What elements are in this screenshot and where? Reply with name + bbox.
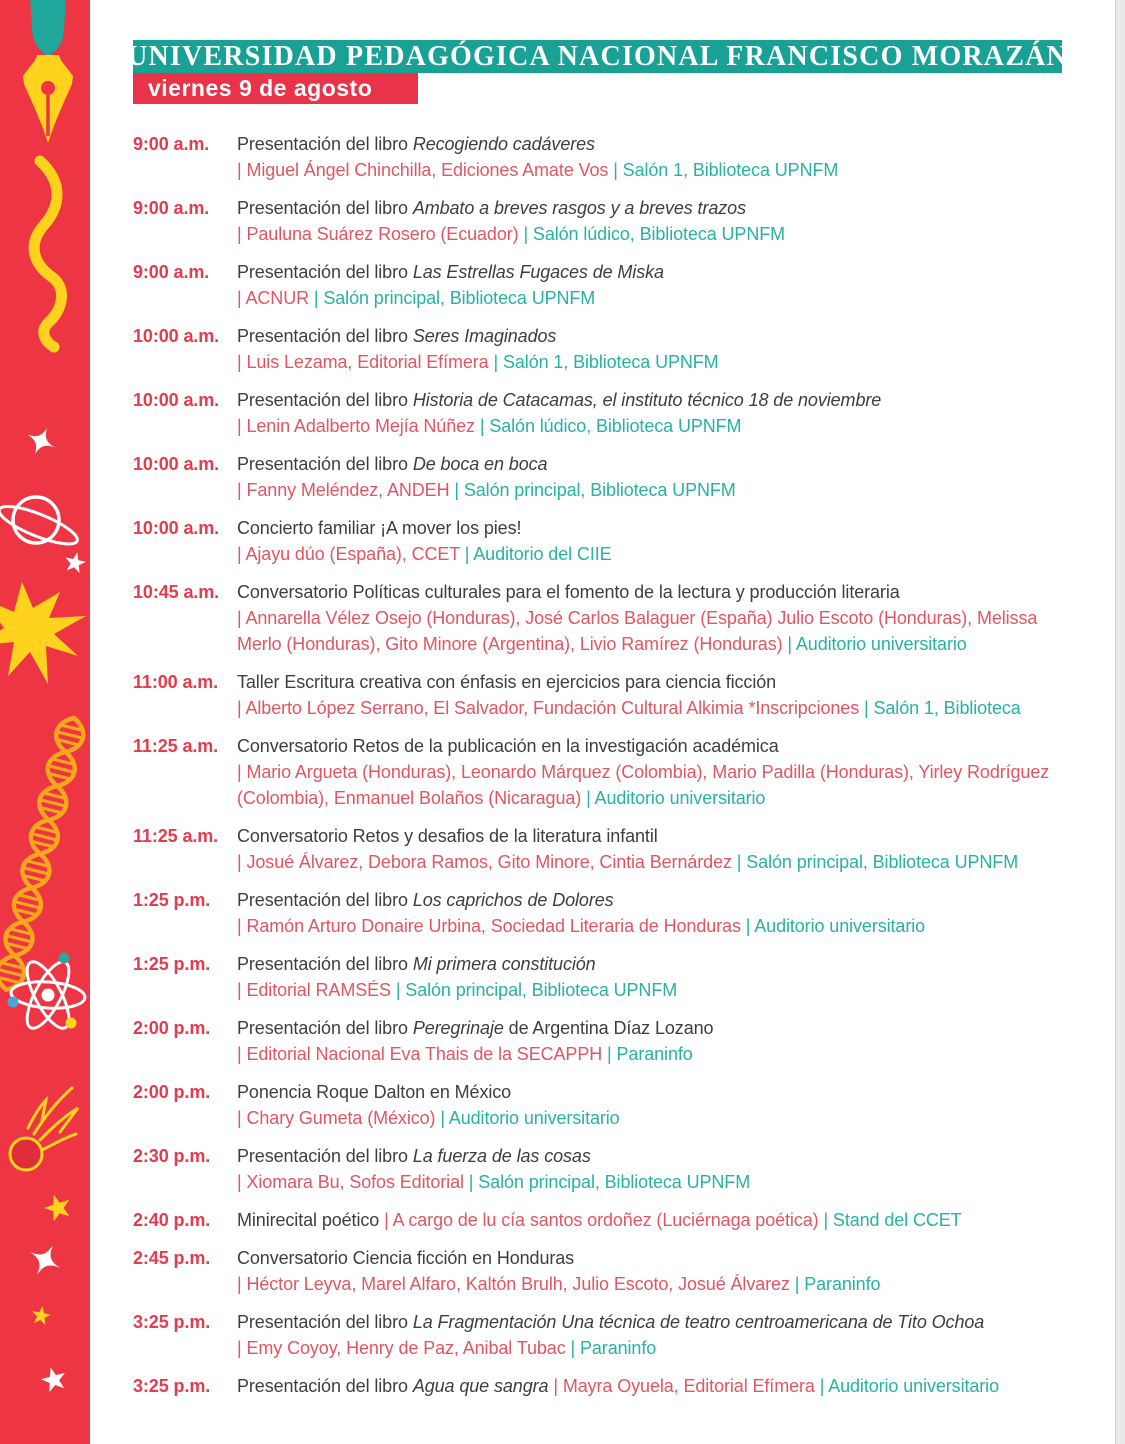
event-time: 1:25 p.m. — [133, 954, 211, 974]
event-line — [237, 541, 1090, 567]
event-presenters: | Alberto López Serrano, El Salvador, Fundación Cultural Alkimia *Inscripciones — [237, 698, 865, 718]
event-presenters: | Mayra Oyuela, Editorial Efímera — [553, 1376, 820, 1396]
event-time: 10:00 a.m. — [133, 390, 220, 410]
event-title: Historia de Catacamas, el instituto técnico 18 de noviembre — [412, 390, 882, 410]
sparkle-star-icon — [18, 418, 64, 464]
event-location: | Salón 1, Biblioteca UPNFM — [493, 352, 719, 372]
event-time: 11:25 a.m. — [133, 826, 219, 846]
event-row — [133, 951, 1090, 1003]
event-presenters: | Emy Coyoy, Henry de Paz, Anibal Tubac — [237, 1338, 571, 1358]
event-row — [133, 131, 1090, 183]
event-line — [237, 1105, 1090, 1131]
event-presenters: | Xiomara Bu, Sofos Editorial — [237, 1172, 469, 1192]
event-line — [237, 1373, 1090, 1399]
fountain-pen-icon — [0, 0, 90, 150]
decorative-sidebar — [0, 0, 90, 1444]
event-details — [237, 733, 1090, 811]
event-row — [133, 1079, 1090, 1131]
event-title: Conversatorio Retos de la publicación en la investigación académica — [237, 736, 779, 756]
starburst-icon — [0, 580, 90, 690]
event-title: Taller Escritura creativa con énfasis en ejercicios para ciencia ficción — [237, 672, 777, 692]
event-location: | Auditorio del CIIE — [464, 544, 612, 564]
comet-icon — [0, 1080, 90, 1190]
event-line — [237, 1309, 1090, 1335]
event-line — [237, 349, 1090, 375]
event-presenters: | Ajayu dúo (España), CCET — [237, 544, 465, 564]
event-line — [237, 387, 1090, 413]
event-location: | Salón principal, Biblioteca UPNFM — [313, 288, 596, 308]
event-time: 2:40 p.m. — [133, 1210, 211, 1230]
event-time: 10:00 a.m. — [133, 518, 220, 538]
event-location: | Salón principal, Biblioteca UPNFM — [395, 980, 678, 1000]
event-details — [237, 1207, 1090, 1233]
event-details — [237, 451, 1090, 503]
event-details — [237, 323, 1090, 375]
event-details — [237, 1143, 1090, 1195]
event-title: Mi primera constitución — [412, 954, 596, 974]
event-line — [237, 669, 1090, 695]
event-presenters: | Miguel Ángel Chinchilla, Ediciones Amate Vos — [237, 160, 614, 180]
event-location: | Salón 1, Biblioteca UPNFM — [613, 160, 839, 180]
event-details — [237, 1245, 1090, 1297]
event-presenters: | Editorial RAMSÉS — [237, 980, 396, 1000]
event-time: 10:45 a.m. — [133, 582, 220, 602]
event-details — [237, 951, 1090, 1003]
event-time: 2:00 p.m. — [133, 1082, 211, 1102]
white-sparkle-icon — [18, 1233, 72, 1287]
event-time: 2:00 p.m. — [133, 1018, 211, 1038]
event-details — [237, 259, 1090, 311]
event-time: 3:25 p.m. — [133, 1312, 211, 1332]
event-title: La fuerza de las cosas — [412, 1146, 591, 1166]
event-details — [237, 1373, 1090, 1399]
university-title-banner — [127, 40, 1068, 73]
event-details — [237, 669, 1090, 721]
event-presenters: | Lenin Adalberto Mejía Núñez — [237, 416, 480, 436]
event-line — [237, 157, 1090, 183]
event-line — [237, 195, 1090, 221]
event-location: | Salón lúdico, Biblioteca UPNFM — [479, 416, 742, 436]
event-line — [237, 1335, 1090, 1361]
date-label: viernes 9 de agosto — [148, 75, 373, 101]
event-row — [133, 1143, 1090, 1195]
event-row — [133, 1309, 1090, 1361]
event-details — [237, 1079, 1090, 1131]
event-line — [237, 413, 1090, 439]
atom-icon — [0, 940, 90, 1050]
event-presenters: | Fanny Meléndez, ANDEH — [237, 480, 455, 500]
event-location: | Auditorio universitario — [440, 1108, 620, 1128]
page-edge — [1115, 0, 1125, 1444]
small-yellow-star-icon — [28, 1303, 54, 1329]
event-line — [237, 1041, 1090, 1067]
event-line — [237, 259, 1090, 285]
event-line — [237, 1207, 1090, 1233]
event-title: Presentación del libro — [237, 1146, 413, 1166]
event-time: 9:00 a.m. — [133, 198, 210, 218]
event-location: | Auditorio universitario — [787, 634, 967, 654]
event-row — [133, 669, 1090, 721]
event-line — [237, 977, 1090, 1003]
event-title: Las Estrellas Fugaces de Miska — [412, 262, 664, 282]
event-line — [237, 695, 1090, 721]
event-title: Peregrinaje — [412, 1018, 504, 1038]
event-title: Presentación del libro — [237, 134, 413, 154]
event-title: De boca en boca — [412, 454, 548, 474]
event-presenters: (Colombia), Enmanuel Bolaños (Nicaragua) — [237, 788, 587, 808]
event-title: Conversatorio Políticas culturales para el fomento de la lectura y producción literaria — [237, 582, 900, 602]
event-title: Presentación del libro — [237, 198, 413, 218]
event-presenters: Merlo (Honduras), Gito Minore (Argentina), Livio Ramírez (Honduras) — [237, 634, 788, 654]
event-row — [133, 451, 1090, 503]
event-line — [237, 951, 1090, 977]
event-line — [237, 785, 1090, 811]
event-location: | Salón principal, Biblioteca UPNFM — [736, 852, 1019, 872]
event-presenters: | Luis Lezama, Editorial Efímera — [237, 352, 494, 372]
event-title: de Argentina Díaz Lozano — [503, 1018, 714, 1038]
event-presenters: | Editorial Nacional Eva Thais de la SECAPPH — [237, 1044, 608, 1064]
event-details — [237, 823, 1090, 875]
event-line — [237, 913, 1090, 939]
event-location: | Salón principal, Biblioteca UPNFM — [454, 480, 736, 500]
event-time: 9:00 a.m. — [133, 134, 210, 154]
event-details — [237, 579, 1090, 657]
event-row — [133, 515, 1090, 567]
event-row — [133, 887, 1090, 939]
event-title: Los caprichos de Dolores — [412, 890, 614, 910]
event-presenters: | Mario Argueta (Honduras), Leonardo Márquez (Colombia), Mario Padilla (Honduras), Yirley Rodríguez — [237, 762, 1050, 782]
event-title: Presentación del libro — [237, 454, 413, 474]
program-page — [90, 0, 1115, 1444]
event-title: Presentación del libro — [237, 1376, 413, 1396]
event-line — [237, 515, 1090, 541]
ink-squiggle-icon — [0, 155, 90, 355]
event-location: | Salón 1, Biblioteca — [864, 698, 1021, 718]
event-details — [237, 1015, 1090, 1067]
event-location: | Salón lúdico, Biblioteca UPNFM — [523, 224, 786, 244]
event-time: 10:00 a.m. — [133, 454, 220, 474]
event-location: | Salón principal, Biblioteca UPNFM — [468, 1172, 751, 1192]
event-line — [237, 451, 1090, 477]
event-time: 10:00 a.m. — [133, 326, 220, 346]
event-line — [237, 631, 1090, 657]
event-presenters: | Pauluna Suárez Rosero (Ecuador) — [237, 224, 524, 244]
event-line — [237, 605, 1090, 631]
event-line — [237, 477, 1090, 503]
event-details — [237, 515, 1090, 567]
event-line — [237, 823, 1090, 849]
event-time: 2:45 p.m. — [133, 1248, 211, 1268]
event-line — [237, 1079, 1090, 1105]
event-line — [237, 131, 1090, 157]
event-line — [237, 1245, 1090, 1271]
event-row — [133, 1373, 1090, 1399]
event-row — [133, 387, 1090, 439]
event-time: 9:00 a.m. — [133, 262, 210, 282]
event-line — [237, 887, 1090, 913]
event-title: Presentación del libro — [237, 326, 413, 346]
event-details — [237, 887, 1090, 939]
university-title: UNIVERSIDAD PEDAGÓGICA NACIONAL FRANCISCO MORAZÁN — [127, 40, 1068, 72]
event-row — [133, 733, 1090, 811]
event-title: Conversatorio Ciencia ficción en Honduras — [237, 1248, 575, 1268]
event-title: Ponencia Roque Dalton en México — [237, 1082, 512, 1102]
event-line — [237, 323, 1090, 349]
event-line — [237, 579, 1090, 605]
event-title: Recogiendo cadáveres — [412, 134, 595, 154]
event-location: | Paraninfo — [607, 1044, 693, 1064]
event-presenters: | Héctor Leyva, Marel Alfaro, Kaltón Brulh, Julio Escoto, Josué Álvarez — [237, 1274, 795, 1294]
event-line — [237, 221, 1090, 247]
event-line — [237, 1271, 1090, 1297]
event-title: Presentación del libro — [237, 1018, 413, 1038]
date-banner — [133, 73, 418, 104]
event-title: La Fragmentación Una técnica de teatro centroamericana de Tito Ochoa — [412, 1312, 985, 1332]
event-title: Presentación del libro — [237, 954, 413, 974]
event-title: Presentación del libro — [237, 390, 413, 410]
event-title: Ambato a breves rasgos y a breves trazos — [412, 198, 746, 218]
event-location: | Auditorio universitario — [586, 788, 766, 808]
event-row — [133, 195, 1090, 247]
event-location: | Paraninfo — [570, 1338, 657, 1358]
event-row — [133, 1207, 1090, 1233]
small-star-icon — [62, 550, 88, 576]
event-presenters: | Josué Álvarez, Debora Ramos, Gito Minore, Cintia Bernárdez — [237, 852, 737, 872]
event-title: Presentación del libro — [237, 262, 413, 282]
event-title: Seres Imaginados — [412, 326, 557, 346]
event-title: Concierto familiar ¡A mover los pies! — [237, 518, 522, 538]
event-location: | Auditorio universitario — [745, 916, 926, 936]
event-line — [237, 849, 1090, 875]
event-line — [237, 1169, 1090, 1195]
event-title: Minirecital poético — [237, 1210, 385, 1230]
event-row — [133, 1245, 1090, 1297]
event-details — [237, 1309, 1090, 1361]
event-presenters: | Annarella Vélez Osejo (Honduras), José Carlos Balaguer (España) Julio Escoto (Honduras), Melissa — [237, 608, 1038, 628]
yellow-star-icon — [40, 1190, 76, 1226]
event-title: Presentación del libro — [237, 1312, 413, 1332]
event-time: 3:25 p.m. — [133, 1376, 211, 1396]
event-title: Conversatorio Retos y desafios de la literatura infantil — [237, 826, 658, 846]
event-line — [237, 733, 1090, 759]
schedule-list — [133, 131, 1090, 1399]
event-time: 1:25 p.m. — [133, 890, 211, 910]
event-row — [133, 579, 1090, 657]
event-line — [237, 759, 1090, 785]
event-row — [133, 1015, 1090, 1067]
event-row — [133, 323, 1090, 375]
event-presenters: | Ramón Arturo Donaire Urbina, Sociedad Literaria de Honduras — [237, 916, 746, 936]
event-line — [237, 285, 1090, 311]
event-time: 11:00 a.m. — [133, 672, 219, 692]
event-line — [237, 1015, 1090, 1041]
event-presenters: | Chary Gumeta (México) — [237, 1108, 441, 1128]
event-details — [237, 387, 1090, 439]
event-location: | Stand del CCET — [823, 1210, 962, 1230]
event-time: 2:30 p.m. — [133, 1146, 211, 1166]
event-presenters: | ACNUR — [237, 288, 314, 308]
event-details — [237, 195, 1090, 247]
white-star-icon — [36, 1362, 72, 1398]
event-row — [133, 259, 1090, 311]
event-line — [237, 1143, 1090, 1169]
event-time: 11:25 a.m. — [133, 736, 219, 756]
event-details — [237, 131, 1090, 183]
event-title: Presentación del libro — [237, 890, 413, 910]
event-presenters: | A cargo de lu cía santos ordoñez (Luciérnaga poética) — [384, 1210, 824, 1230]
event-location: | Auditorio universitario — [819, 1376, 999, 1396]
event-title: Agua que sangra — [412, 1376, 549, 1396]
event-location: | Paraninfo — [794, 1274, 881, 1294]
event-row — [133, 823, 1090, 875]
